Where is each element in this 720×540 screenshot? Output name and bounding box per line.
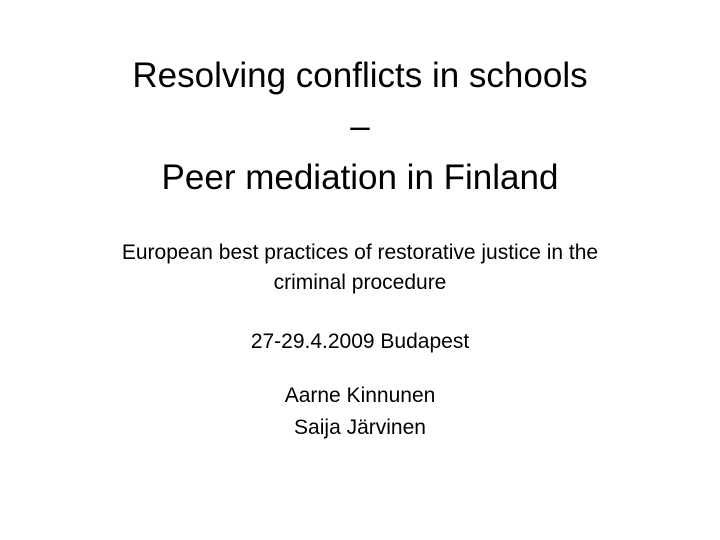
subtitle-line-1: European best practices of restorative justice in the [121, 241, 599, 264]
author-2: Saija Järvinen [294, 416, 426, 439]
slide-subtitle [0, 238, 720, 298]
authors [0, 380, 720, 444]
author-1: Aarne Kinnunen [284, 384, 436, 407]
title-line-main: Resolving conflicts in schools [132, 56, 588, 95]
title-line-sub: Peer mediation in Finland [161, 158, 559, 197]
date-place: 27-29.4.2009 Budapest [250, 330, 470, 353]
subtitle-line-2: criminal procedure [273, 271, 447, 294]
slide-title [0, 50, 720, 203]
title-line-dash: – [350, 107, 370, 146]
